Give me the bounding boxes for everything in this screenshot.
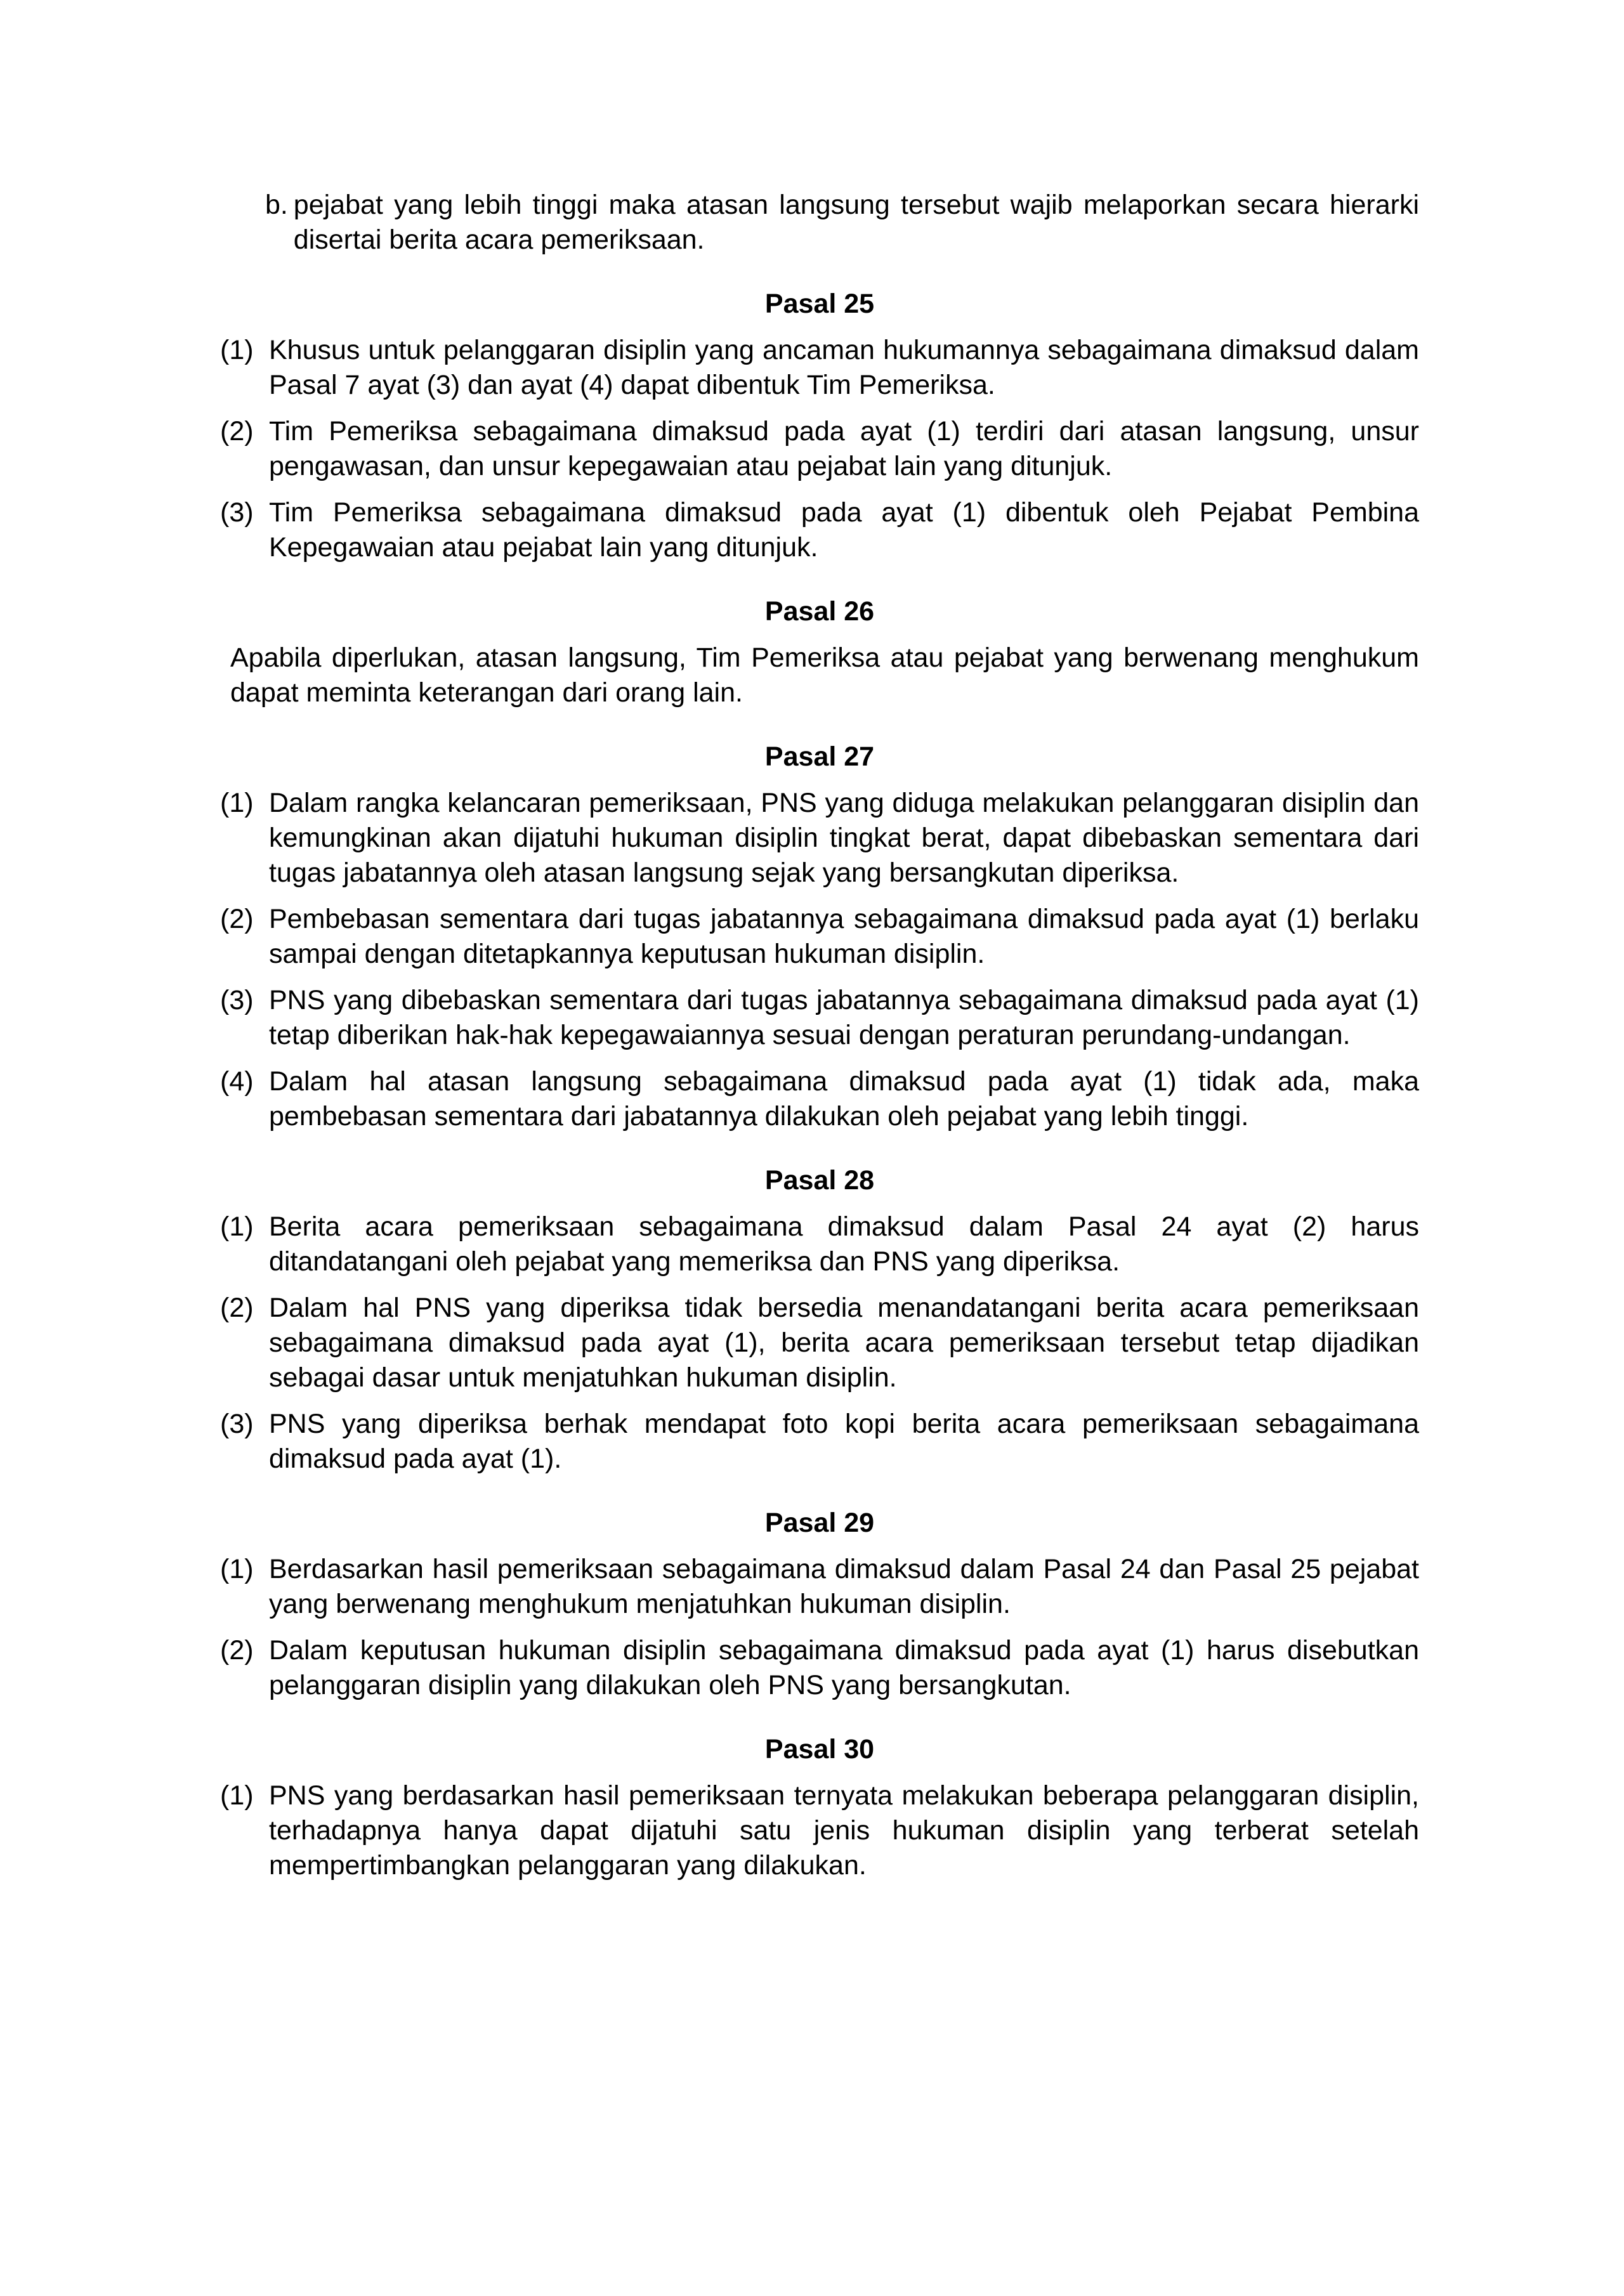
list-marker: b. xyxy=(265,190,288,220)
ayat-item xyxy=(220,1291,1419,1395)
ayat-item xyxy=(220,414,1419,484)
pasal-paragraph: Apabila diperlukan, atasan langsung, Tim Pemeriksa atau pejabat yang berwenang menghukum dapat meminta keterangan dari orang lain. xyxy=(230,642,1419,708)
ayat-number: (4) xyxy=(220,1066,254,1097)
ayat-text: Pembebasan sementara dari tugas jabatannya sebagaimana dimaksud pada ayat (1) berlaku sampai dengan ditetapkannya keputusan hukuman disiplin. xyxy=(269,904,1419,969)
ayat-item xyxy=(220,1633,1419,1703)
ayat-item xyxy=(220,1407,1419,1477)
ayat-text: Khusus untuk pelanggaran disiplin yang ancaman hukumannya sebagaimana dimaksud dalam Pasal 7 ayat (3) dan ayat (4) dapat dibentuk Tim Pemeriksa. xyxy=(269,335,1419,400)
pasal-heading: Pasal 30 xyxy=(764,1734,875,1764)
document-body xyxy=(220,188,1419,1895)
ayat-number: (1) xyxy=(220,1211,254,1242)
ayat-item xyxy=(220,333,1419,403)
ayat-item xyxy=(220,495,1419,565)
ayat-text: Berdasarkan hasil pemeriksaan sebagaimana dimaksud dalam Pasal 24 dan Pasal 25 pejabat yang berwenang menghukum menjatuhkan hukuman disiplin. xyxy=(269,1554,1419,1619)
ayat-item xyxy=(220,1210,1419,1279)
pasal-heading: Pasal 28 xyxy=(764,1165,875,1196)
ayat-number: (2) xyxy=(220,1293,254,1323)
ayat-item xyxy=(220,1064,1419,1134)
ayat-text: Berita acara pemeriksaan sebagaimana dimaksud dalam Pasal 24 ayat (2) harus ditandatangani oleh pejabat yang memeriksa dan PNS yang diperiksa. xyxy=(269,1211,1419,1277)
ayat-number: (1) xyxy=(220,335,254,365)
pasal-heading: Pasal 25 xyxy=(764,289,875,319)
ayat-text: PNS yang dibebaskan sementara dari tugas jabatannya sebagaimana dimaksud pada ayat (1) tetap diberikan hak-hak kepegawaiannya sesuai dengan peraturan perundang-undangan. xyxy=(269,985,1419,1050)
ayat-text: Dalam hal atasan langsung sebagaimana dimaksud pada ayat (1) tidak ada, maka pembebasan sementara dari jabatannya dilakukan oleh pejabat yang lebih tinggi. xyxy=(269,1066,1419,1132)
ayat-number: (2) xyxy=(220,416,254,447)
pasal-heading: Pasal 29 xyxy=(764,1508,875,1538)
ayat-text: Dalam rangka kelancaran pemeriksaan, PNS yang diduga melakukan pelanggaran disiplin dan kemungkinan akan dijatuhi hukuman disiplin tingkat berat, dapat dibebaskan sementara dari tugas jabatannya oleh atasan langsung sejak yang bersangkutan diperiksa. xyxy=(269,788,1419,888)
ayat-text: Tim Pemeriksa sebagaimana dimaksud pada ayat (1) dibentuk oleh Pejabat Pembina Kepegawaian atau pejabat lain yang ditunjuk. xyxy=(269,497,1419,563)
ayat-number: (3) xyxy=(220,1409,254,1439)
ayat-text: Dalam keputusan hukuman disiplin sebagaimana dimaksud pada ayat (1) harus disebutkan pelanggaran disiplin yang dilakukan oleh PNS yang bersangkutan. xyxy=(269,1635,1419,1700)
ayat-number: (1) xyxy=(220,788,254,818)
ayat-number: (3) xyxy=(220,985,254,1015)
ayat-number: (3) xyxy=(220,497,254,528)
ayat-text: Tim Pemeriksa sebagaimana dimaksud pada ayat (1) terdiri dari atasan langsung, unsur pengawasan, dan unsur kepegawaian atau pejabat lain yang ditunjuk. xyxy=(269,416,1419,481)
ayat-number: (1) xyxy=(220,1554,254,1584)
ayat-text: PNS yang diperiksa berhak mendapat foto kopi berita acara pemeriksaan sebagaimana dimaksud pada ayat (1). xyxy=(269,1409,1419,1474)
ayat-text: Dalam hal PNS yang diperiksa tidak bersedia menandatangani berita acara pemeriksaan sebagaimana dimaksud pada ayat (1), berita acara pemeriksaan tersebut tetap dijadikan sebagai dasar untuk menjatuhkan hukuman disiplin. xyxy=(269,1293,1419,1393)
ayat-number: (2) xyxy=(220,1635,254,1666)
pasal-heading: Pasal 27 xyxy=(764,741,875,772)
ayat-number: (2) xyxy=(220,904,254,934)
ayat-item xyxy=(220,786,1419,890)
ayat-item xyxy=(220,983,1419,1053)
ayat-number: (1) xyxy=(220,1780,254,1811)
ayat-item xyxy=(220,1778,1419,1883)
ayat-item xyxy=(220,902,1419,972)
ayat-text: PNS yang berdasarkan hasil pemeriksaan ternyata melakukan beberapa pelanggaran disiplin, terhadapnya hanya dapat dijatuhi satu jenis hukuman disiplin yang terberat setelah mempertimbangkan pelanggaran yang dilakukan. xyxy=(269,1780,1419,1881)
list-item-text: pejabat yang lebih tinggi maka atasan langsung tersebut wajib melaporkan secara hierarki disertai berita acara pemeriksaan. xyxy=(293,190,1419,255)
list-item-b xyxy=(220,188,1419,258)
pasal-heading: Pasal 26 xyxy=(764,596,875,627)
ayat-item xyxy=(220,1552,1419,1622)
